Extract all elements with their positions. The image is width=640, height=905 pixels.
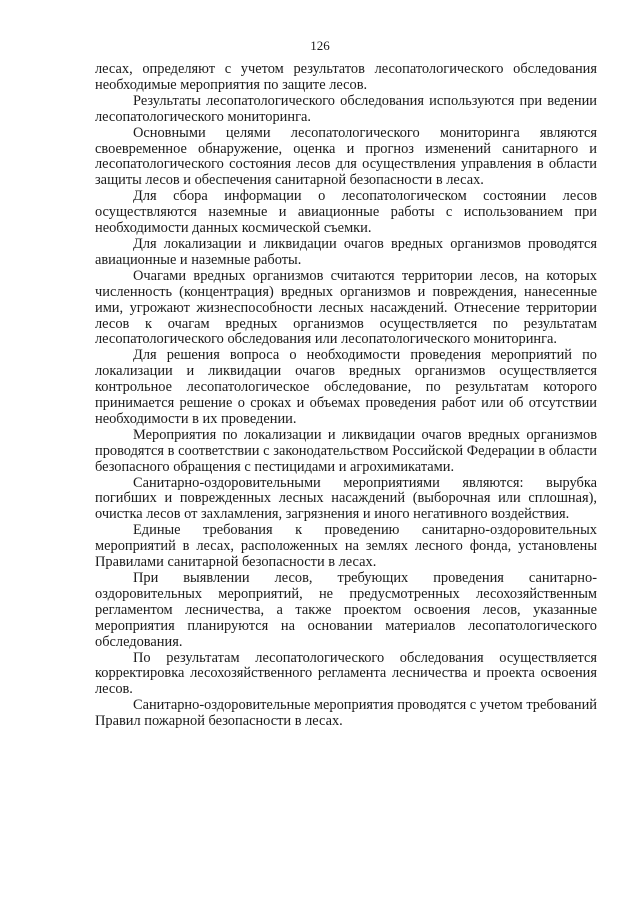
paragraph: При выявлении лесов, требующих проведения санитарно-оздоровительных мероприятий, не предусмотренных лесохозяйственным регламентом лесничества, а также проектом освоения лесов, указанные мероприятия планируются на основании материалов лесопатологического обследования. <box>95 570 597 650</box>
page-number: 126 <box>310 38 330 53</box>
paragraph: Основными целями лесопатологического мониторинга являются своевременное обнаружение, оценка и прогноз изменений санитарного и лесопатологического состояния лесов для осуществления управления в области защиты лесов и обеспечения санитарной безопасности в лесах. <box>95 124 597 189</box>
document-body <box>95 62 597 730</box>
paragraph: Единые требования к проведению санитарно-оздоровительных мероприятий в лесах, расположенных на землях лесного фонда, установлены Правилами санитарной безопасности в лесах. <box>95 522 597 571</box>
paragraph: Очагами вредных организмов считаются территории лесов, на которых численность (концентрация) вредных организмов и повреждения, нанесенные ими, угрожают жизнеспособности лесных насаждений. Отнесение территории лесов к очагам вредных организмов осуществляется по результатам лесопатологического обследования или лесопатологического мониторинга. <box>95 267 597 348</box>
paragraph: По результатам лесопатологического обследования осуществляется корректировка лесохозяйственного регламента лесничества и проекта освоения лесов. <box>95 649 597 698</box>
paragraph: Для сбора информации о лесопатологическом состоянии лесов осуществляются наземные и авиационные работы с использованием при необходимости данных космической съемки. <box>95 188 597 237</box>
paragraph: Результаты лесопатологического обследования используются при ведении лесопатологического мониторинга. <box>95 92 597 125</box>
paragraph: Санитарно-оздоровительные мероприятия проводятся с учетом требований Правил пожарной безопасности в лесах. <box>95 697 597 730</box>
paragraph: лесах, определяют с учетом результатов лесопатологического обследования необходимые мероприятия по защите лесов. <box>95 61 597 93</box>
paragraph: Для решения вопроса о необходимости проведения мероприятий по локализации и ликвидации очагов вредных организмов осуществляется контрольное лесопатологическое обследование, по результатам которого принимается решение о сроках и объемах проведения работ или об отсутствии необходимости в их проведении. <box>95 347 597 427</box>
paragraph: Для локализации и ликвидации очагов вредных организмов проводятся авиационные и наземные работы. <box>95 235 597 268</box>
paragraph: Мероприятия по локализации и ликвидации очагов вредных организмов проводятся в соответствии с законодательством Российской Федерации в области безопасного обращения с пестицидами и агрохимикатами. <box>95 426 597 475</box>
paragraph: Санитарно-оздоровительными мероприятиями являются: вырубка погибших и поврежденных лесных насаждений (выборочная или сплошная), очистка лесов от захламления, загрязнения и иного негативного воздействия. <box>95 474 597 523</box>
